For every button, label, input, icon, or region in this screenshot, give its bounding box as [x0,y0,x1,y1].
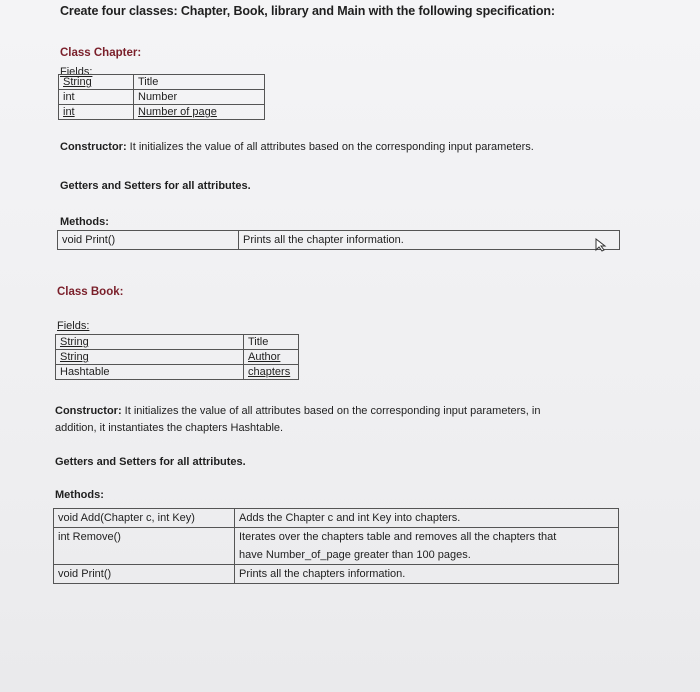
table-row [56,335,299,350]
book-fields-table [55,334,299,380]
chapter-heading: Class Chapter: [60,47,142,59]
field-name: Number [134,90,265,105]
chapter-constructor: Constructor: It initializes the value of all attributes based on the corresponding input parameters. [60,141,534,153]
method-description: Prints all the chapters information. [235,565,619,584]
table-row [59,105,265,120]
method-signature: void Add(Chapter c, int Key) [54,509,235,528]
method-description: Adds the Chapter c and int Key into chapters. [235,509,619,528]
method-signature: int Remove() [54,528,235,565]
method-description: Prints all the chapter information. [239,231,620,250]
book-fields-label: Fields: [57,320,90,332]
field-name: Number of page [134,105,265,120]
field-name: chapters [244,365,299,380]
book-getters: Getters and Setters for all attributes. [55,456,246,468]
chapter-methods-label: Methods: [60,216,109,228]
table-row [59,75,265,90]
table-row [54,565,619,584]
book-methods-label: Methods: [55,489,104,501]
field-type: String [59,75,134,90]
method-signature: void Print() [54,565,235,584]
method-signature: void Print() [58,231,239,250]
book-heading: Class Book: [57,286,124,298]
field-type: Hashtable [56,365,244,380]
chapter-fields-table [58,74,265,120]
table-row [56,365,299,380]
table-row [54,509,619,528]
field-type: String [56,350,244,365]
book-constructor: Constructor: It initializes the value of all attributes based on the corresponding input parameters, in addition, it instantiates the chapters Hashtable. [55,405,541,434]
chapter-fields-label: Fields: [60,66,93,78]
book-methods-table [53,508,619,584]
method-description: Iterates over the chapters table and removes all the chapters that have Number_of_page greater than 100 pages. [235,528,619,565]
table-row [56,350,299,365]
field-type: int [59,90,134,105]
table-row [59,90,265,105]
chapter-getters: Getters and Setters for all attributes. [60,180,251,192]
field-name: Title [134,75,265,90]
mouse-cursor-icon [594,238,610,252]
chapter-methods-table [57,230,620,250]
table-row [54,528,619,565]
field-type: int [59,105,134,120]
field-name: Title [244,335,299,350]
field-type: String [56,335,244,350]
field-name: Author [244,350,299,365]
table-row [58,231,620,250]
page-title: Create four classes: Chapter, Book, library and Main with the following specification: [60,4,555,18]
